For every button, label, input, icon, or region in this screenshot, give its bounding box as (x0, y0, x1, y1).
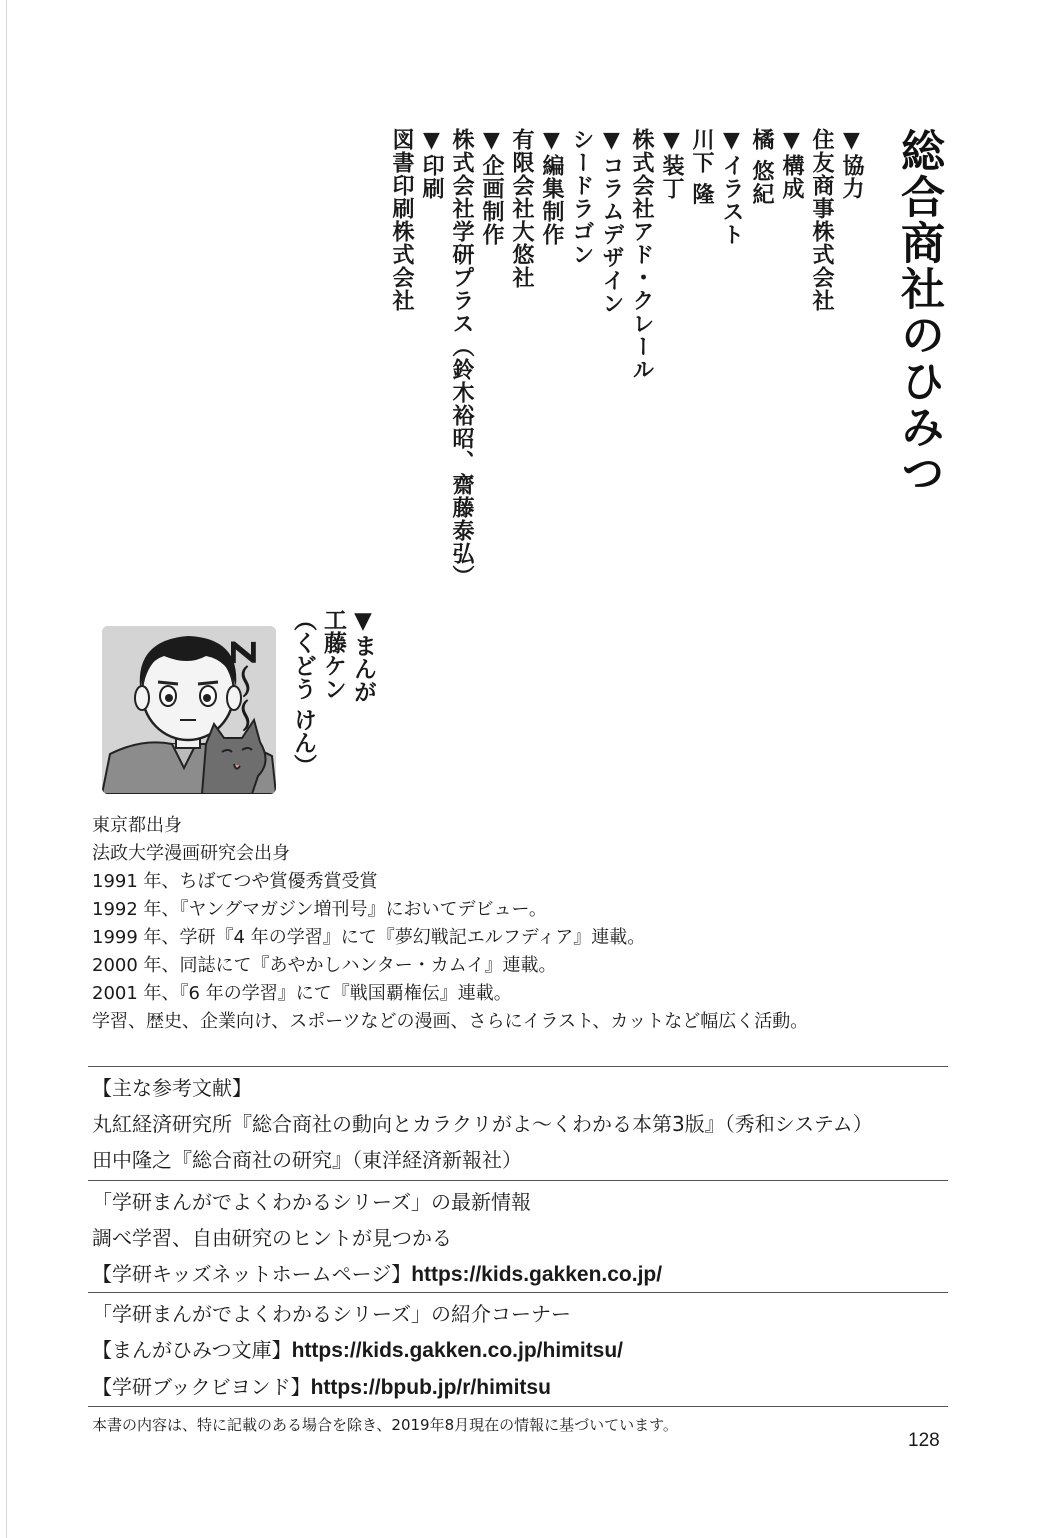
latest-info-line: 調べ学習、自由研究のヒントが見つかる (92, 1226, 452, 1250)
credit-role: ▼編集制作 (539, 128, 564, 246)
artist-credit (288, 608, 378, 798)
credit-role: ▼コラムデザイン (599, 128, 624, 315)
latest-info-heading: 「学研まんがでよくわかるシリーズ」の最新情報 (92, 1190, 531, 1214)
bio-line: 2001 年、『6 年の学習』にて『戦国覇権伝』連載。 (92, 983, 512, 1004)
bio-line: 1991 年、ちばてつや賞優秀賞受賞 (92, 871, 378, 892)
credit-role: ▼協力 (839, 128, 864, 200)
divider (88, 1406, 948, 1407)
bio-line: 2000 年、同誌にて『あやかしハンター・カムイ』連載。 (92, 955, 557, 976)
references-section (92, 1070, 952, 1178)
credit-role: ▼装丁 (659, 128, 684, 200)
credit-role: ▼イラスト (719, 128, 744, 246)
credit-name: 川下 隆 (689, 128, 714, 206)
credit-name: シードラゴン (569, 128, 594, 266)
credit-name: 株式会社学研プラス（鈴木裕昭、齋藤泰弘） (449, 128, 474, 588)
link-url[interactable]: https://bpub.jp/r/himitsu (310, 1376, 551, 1399)
book-beyond-link[interactable] (92, 1369, 952, 1406)
reference-item: 丸紅経済研究所『総合商社の動向とカラクリがよ〜くわかる本第3版』（秀和システム） (92, 1112, 873, 1136)
credit-name: 図書印刷株式会社 (389, 128, 414, 312)
artist-name: 工藤ケン (320, 608, 346, 700)
link-label: 【まんがひみつ文庫】 (92, 1338, 292, 1362)
credit-role: ▼構成 (779, 128, 804, 200)
bio-line: 学習、歴史、企業向け、スポーツなどの漫画、さらにイラスト、カットなど幅広く活動。 (92, 1011, 809, 1032)
footer-note: 本書の内容は、特に記載のある場合を除き、2019年8月現在の情報に基づいています。 (92, 1416, 678, 1434)
sleep-mark: Z〜〜 (222, 640, 262, 733)
divider (88, 1066, 948, 1067)
page-edge-rule (6, 0, 7, 1538)
latest-info-section (92, 1184, 952, 1293)
artist-role: ▼まんが (350, 608, 376, 703)
link-url[interactable]: https://kids.gakken.co.jp/himitsu/ (291, 1339, 623, 1362)
bio-line: 1992 年、『ヤングマガジン増刊号』においてデビュー。 (92, 899, 547, 920)
artist-reading: （くどう けん） (290, 608, 316, 778)
book-title: 総合商社のひみつ (893, 128, 944, 496)
divider (88, 1292, 948, 1293)
references-heading: 【主な参考文献】 (92, 1076, 252, 1100)
credit-role: ▼印刷 (419, 128, 444, 200)
page-number: 128 (908, 1430, 940, 1451)
himitsu-bunko-link[interactable] (92, 1332, 952, 1369)
bio-line: 1999 年、学研『4 年の学習』にて『夢幻戦記エルフディア』連載。 (92, 927, 646, 948)
credit-name: 住友商事株式会社 (809, 128, 834, 312)
intro-corner-heading: 「学研まんがでよくわかるシリーズ」の紹介コーナー (92, 1302, 571, 1326)
kidsnet-link-label: 【学研キッズネットホームページ】 (92, 1262, 412, 1286)
artist-bio (92, 812, 952, 1036)
credit-name: 橘 悠紀 (749, 128, 774, 206)
bio-line: 法政大学漫画研究会出身 (92, 843, 290, 864)
divider (88, 1180, 948, 1181)
kidsnet-link[interactable] (92, 1256, 952, 1293)
kidsnet-url[interactable]: https://kids.gakken.co.jp/ (411, 1263, 663, 1286)
intro-corner-section (92, 1296, 952, 1406)
credits-block (380, 128, 950, 598)
credit-name: 有限会社大悠社 (509, 128, 534, 289)
link-label: 【学研ブックビヨンド】 (92, 1375, 311, 1399)
credit-name: 株式会社アド・クレール (629, 128, 654, 381)
credit-role: ▼企画制作 (479, 128, 504, 246)
reference-item: 田中隆之『総合商社の研究』（東洋経済新報社） (92, 1148, 522, 1172)
bio-line: 東京都出身 (92, 815, 182, 836)
